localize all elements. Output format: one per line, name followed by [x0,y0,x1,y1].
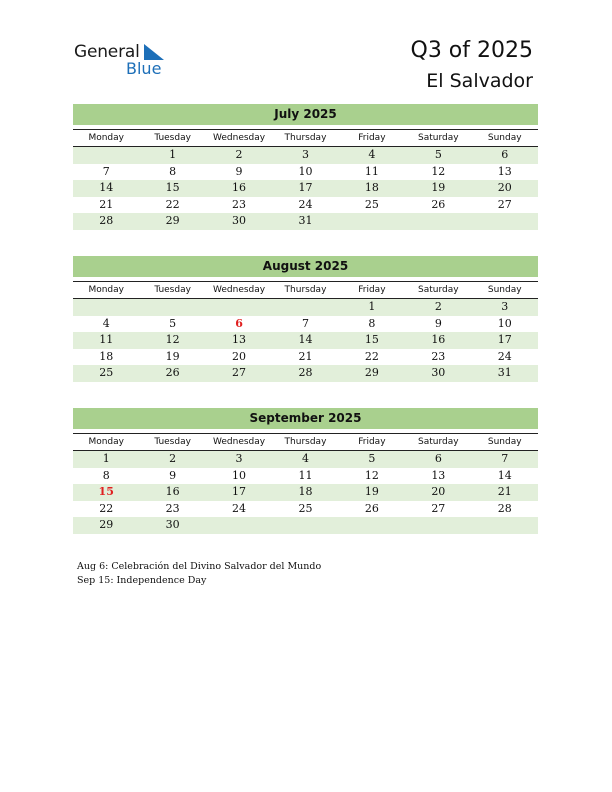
weekday-label: Friday [358,437,386,447]
day-cell: 3 [301,148,309,161]
holiday-note: Aug 6: Celebración del Divino Salvador del Mundo [77,561,322,572]
weekday-label: Tuesday [154,285,191,295]
weekday-header-row [73,433,538,451]
brand-logo [74,42,174,78]
weekday-header-row [73,129,538,147]
day-cell: 24 [497,349,512,363]
weekday-label: Monday [88,437,124,447]
day-cell: 14 [298,333,313,346]
day-cell [272,299,338,316]
day-cell: 12 [165,333,180,346]
day-cell: 15 [165,181,180,194]
day-cell: 30 [232,214,247,227]
day-cell: 5 [434,148,442,161]
day-cell [472,213,538,230]
week-row [73,332,538,349]
day-cell: 4 [102,316,110,330]
day-cell: 11 [99,333,114,346]
day-cell: 9 [235,164,243,178]
holiday-day-cell: 15 [98,485,114,498]
day-cell: 27 [431,501,446,515]
day-cell: 25 [99,366,114,379]
week-row [73,451,538,468]
day-cell: 16 [165,485,180,498]
day-cell: 8 [368,316,376,330]
day-cell: 22 [165,197,180,211]
day-cell: 26 [364,501,379,515]
day-cell: 10 [298,164,313,178]
day-cell: 8 [102,468,110,482]
weekday-label: Sunday [487,133,522,143]
weekday-label: Thursday [284,285,327,295]
weekday-label: Tuesday [154,133,191,143]
day-cell: 20 [497,181,512,194]
day-cell: 1 [102,452,110,465]
month-september [73,408,538,534]
day-cell: 28 [99,214,114,227]
day-cell: 30 [431,366,446,379]
day-cell [405,517,471,534]
day-cell: 10 [232,468,247,482]
day-cell: 5 [368,452,376,465]
weekday-label: Saturday [418,437,459,447]
day-cell [339,517,405,534]
day-cell: 14 [99,181,114,194]
brand-name-blue: Blue [126,59,162,78]
day-cell [139,299,205,316]
weekday-label: Wednesday [213,437,266,447]
weekday-label: Thursday [284,437,327,447]
month-title: July 2025 [73,104,538,125]
month-title: September 2025 [73,408,538,429]
week-row [73,164,538,181]
day-cell: 6 [434,452,442,465]
logo-flag-icon [142,44,164,60]
day-cell: 14 [497,468,512,482]
day-cell [272,517,338,534]
weekday-label: Friday [358,133,386,143]
day-cell: 30 [165,518,180,531]
day-cell [339,213,405,230]
day-cell: 19 [165,349,180,363]
day-cell: 29 [364,366,379,379]
day-cell: 9 [434,316,442,330]
day-cell [73,299,139,316]
week-row [73,468,538,485]
holiday-day-cell: 6 [235,316,243,330]
day-cell: 7 [102,164,110,178]
weekday-label: Wednesday [213,285,266,295]
month-title: August 2025 [73,256,538,277]
day-cell: 22 [364,349,379,363]
page-title: Q3 of 2025 [410,38,533,63]
day-cell: 21 [298,349,313,363]
day-cell: 27 [497,197,512,211]
day-cell: 17 [232,485,247,498]
day-cell: 7 [301,316,309,330]
day-cell: 25 [298,501,313,515]
day-cell: 1 [368,300,376,313]
day-cell: 17 [298,181,313,194]
day-cell: 19 [364,485,379,498]
week-row [73,365,538,382]
day-cell: 16 [232,181,247,194]
day-cell: 31 [497,366,512,379]
week-row [73,299,538,316]
brand-name-general: General [74,42,140,62]
week-row [73,147,538,164]
day-cell: 12 [364,468,379,482]
weekday-label: Sunday [487,285,522,295]
holiday-notes [77,560,321,587]
day-cell: 31 [298,214,313,227]
weekday-label: Saturday [418,133,459,143]
day-cell: 18 [298,485,313,498]
day-cell [405,213,471,230]
weekday-label: Wednesday [213,133,266,143]
weekday-label: Saturday [418,285,459,295]
week-row [73,501,538,518]
day-cell: 20 [232,349,247,363]
week-row [73,213,538,230]
holiday-note: Sep 15: Independence Day [77,574,207,586]
weekday-label: Tuesday [154,437,191,447]
day-cell [206,517,272,534]
day-cell: 29 [99,518,114,531]
weekday-label: Sunday [487,437,522,447]
month-august [73,256,538,382]
day-cell: 2 [235,148,243,161]
day-cell: 29 [165,214,180,227]
weekday-label: Thursday [284,133,327,143]
day-cell: 25 [364,197,379,211]
week-row [73,517,538,534]
day-cell: 28 [497,501,512,515]
day-cell: 13 [431,468,446,482]
day-cell: 28 [298,366,313,379]
month-july [73,104,538,230]
weekday-label: Monday [88,285,124,295]
day-cell: 2 [169,452,177,465]
day-cell: 12 [431,164,446,178]
day-cell: 2 [434,300,442,313]
day-cell: 27 [232,366,247,379]
day-cell [472,517,538,534]
day-cell: 6 [501,148,509,161]
day-cell: 17 [497,333,512,346]
day-cell: 23 [165,501,180,515]
weekday-label: Monday [88,133,124,143]
day-cell: 4 [301,452,309,465]
day-cell: 26 [165,366,180,379]
week-row [73,484,538,501]
day-cell: 22 [99,501,114,515]
weekday-header-row [73,281,538,299]
day-cell: 13 [232,333,247,346]
day-cell: 11 [364,164,379,178]
day-cell: 3 [501,300,509,313]
day-cell: 15 [364,333,379,346]
day-cell: 16 [431,333,446,346]
day-cell: 20 [431,485,446,498]
day-cell: 24 [298,197,313,211]
day-cell: 21 [497,485,512,498]
day-cell: 21 [99,197,114,211]
page-subtitle: El Salvador [426,70,533,92]
day-cell: 5 [169,316,177,330]
day-cell: 7 [501,452,509,465]
week-row [73,349,538,366]
day-cell: 13 [497,164,512,178]
week-row [73,197,538,214]
day-cell: 23 [232,197,247,211]
day-cell: 4 [368,148,376,161]
day-cell: 11 [298,468,313,482]
day-cell: 8 [169,164,177,178]
week-row [73,180,538,197]
day-cell: 23 [431,349,446,363]
day-cell: 24 [232,501,247,515]
day-cell: 3 [235,452,243,465]
day-cell: 10 [497,316,512,330]
day-cell: 26 [431,197,446,211]
week-row [73,316,538,333]
day-cell: 1 [169,148,177,161]
day-cell: 18 [99,349,114,363]
day-cell: 9 [169,468,177,482]
weekday-label: Friday [358,285,386,295]
day-cell [73,147,139,164]
day-cell: 18 [364,181,379,194]
day-cell [206,299,272,316]
day-cell: 19 [431,181,446,194]
